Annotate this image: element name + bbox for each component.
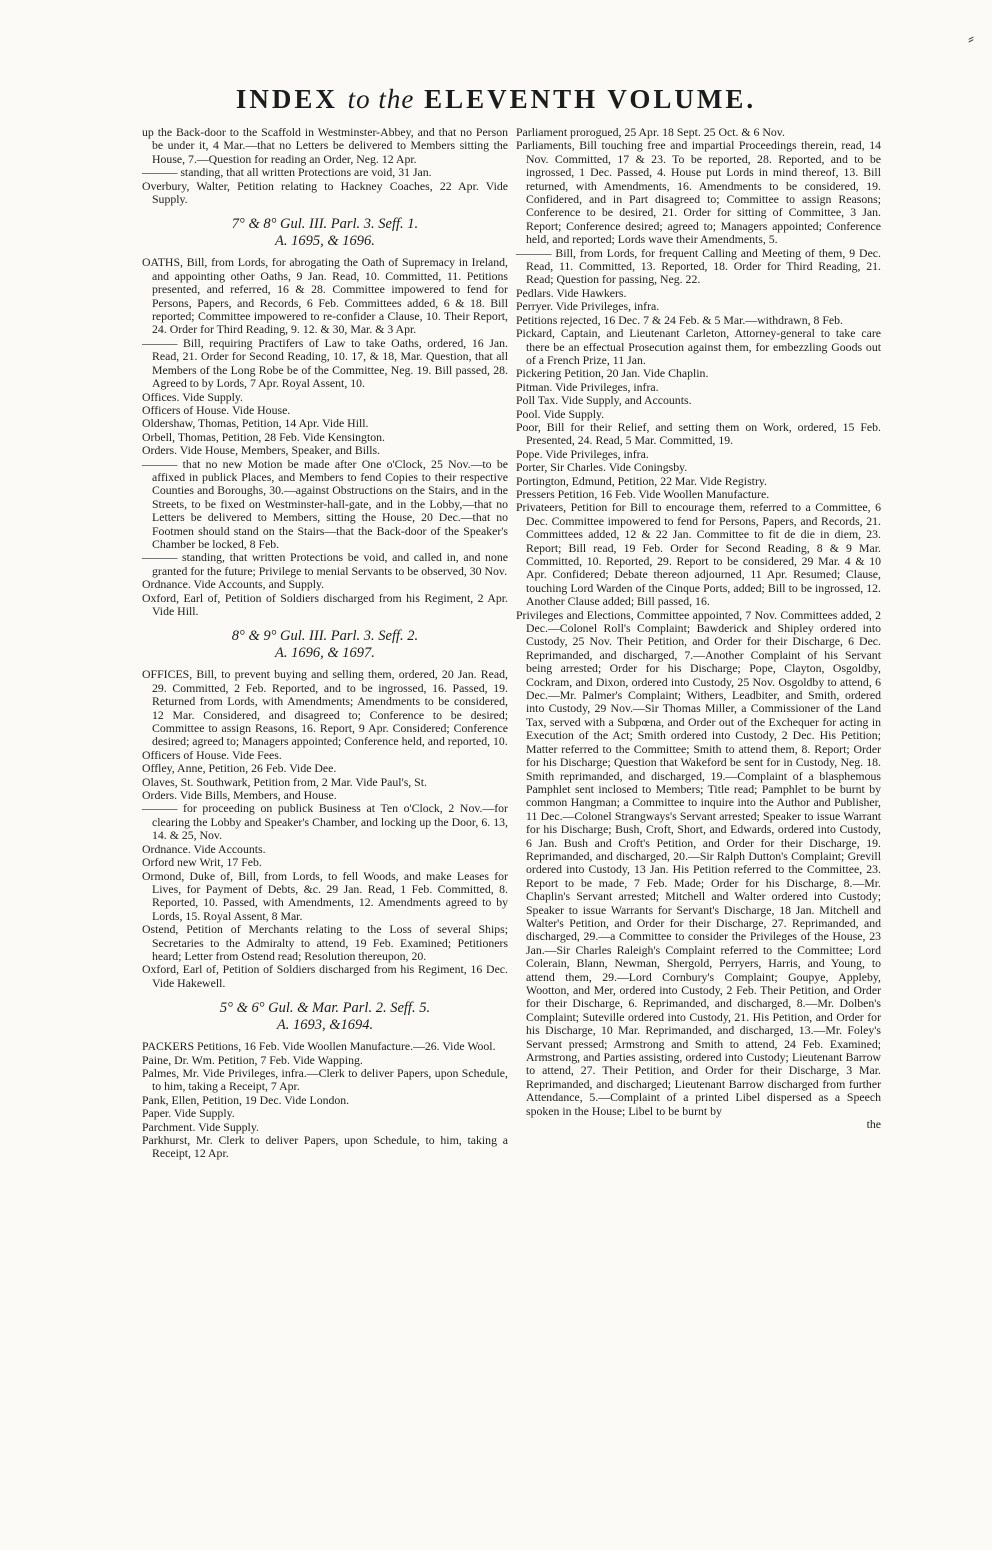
index-entry: Overbury, Walter, Petition relating to Hackney Coaches, 22 Apr. Vide Supply. (142, 178, 508, 207)
index-entry: Pickard, Captain, and Lieutenant Carleton, Attorney-general to take care there be an effectual Prosecution against them, for embezzling Goods out of a French Prize, 11 Jan. (516, 326, 881, 367)
index-entry: ——— standing, that all written Protections are void, 31 Jan. (142, 165, 432, 180)
index-entry: Oxford, Earl of, Petition of Soldiers discharged from his Regiment, 16 Dec. Vide Hakewell. (142, 962, 508, 990)
index-entry: Privileges and Elections, Committee appointed, 7 Nov. Committees added, 2 Dec.—Colonel Roll's Complaint; Bawderick and Shipley ordered into Custody, 25 Nov. Their Petition, and Order for their Discharge, 6 Dec. Reprimanded, and discharged, 7.—Another Complaint of his Servant being arrested; Order for his Discharge; Pope, Clayton, Osgoldby, Cockram, and Dixon, ordered into Custody, 25 Nov. Osgoldby to attend, 6 Dec.—Mr. Palmer's Complaint; Withers, Leadbiter, and Smith, ordered into Custody, 29 Nov.—Sir Thomas Miller, a Commissioner of the Land Tax, served with a Subpœna, and Order out of the Exchequer for acting in Execution of the Act; Smith ordered into Custody, 2 Dec. His Petition; Matter referred to the Committee; Smith to attend them, 8. Report; Order for his Discharge; Question that Wakeford be sent for in Custody, Neg. 18. Smith reprimanded, and discharged, 19.—Complaint of a blasphemous Pamphlet sent inclosed to Members; Title read; Pamphlet to be burnt by common Hangman; a Committee to inquire into the Author and Publisher, 11 Dec.—Colonel Strangways's Servant arrested; Speaker to issue Warrant for his Discharge; Bush, Croft, Short, and Edwards, ordered into Custody, 6 Jan. Bush and Croft's Petition, and Order for their Discharge, 19. Reprimanded, and discharged, 20.—Sir Ralph Dutton's Complaint; Grevill ordered into Custody, 13 Jan. His Petition referred to the Committee, 23. Report to be made, 7 Feb. Made; Order for his Discharge, 8.—Mr. Chaplin's Servant arrested; Mitchell and Walter ordered into Custody; Speaker to issue Warrants for Servant's Discharge, 18 Jan. Mitchell and Walter's Petition, and Order for their Discharge, 27. Reprimanded, and discharged, 29.—a Committee to consider the Privileges of the House, 23 Jan.—Sir Charles Raleigh's Complaint referred to the Committee; Lord Colerain, Blann, Newman, Shergold, Perryers, Harris, and Young, to attend them, 29.—Lord Cornbury's Complaint; Goupye, Appleby, Wootton, and Mer, ordered into Custody, 2 Feb. Their Petition, and Order for their Discharge, 6. Reprimanded, and discharged, 8.—Mr. Dolben's Complaint; Suteville ordered into Custody, 21. His Petition, and Order for his Discharge, 10 Mar. Reprimanded, and discharged, 13.—Mr. Foley's Servant pressed; Armstrong and Smith to attend, 24 Feb. Examined; Armstrong, and Parties assisting, ordered into Custody; Lieutenant Barrow to attend, 27. Their Petition, and Order for their Discharge, 3 Mar. Reprimanded, and discharged; Lieutenant Barrow discharged from further Attendance, 5.—Complaint of a printed Libel dispersed as a Speech spoken in the House; Libel to be burnt by (516, 607, 881, 1118)
index-entry: up the Back-door to the Scaffold in Westminster-Abbey, and that no Person be under it, 4 Mar.—that no Letters be delivered to Members sitting the House, 7.—Question for reading an Order, Neg. 12 Apr. (142, 125, 508, 166)
index-entry: OFFICES, Bill, to prevent buying and selling them, ordered, 20 Jan. Read, 29. Committed, 2 Feb. Reported, and to be ingrossed, 16. Passed, 19. Returned from Lords, with Amendments; Amendments to be considered, 12 Mar. Considered, and disagreed to; Conference to be desired; Committee to assign Reasons, 16. Report, 9 Apr. Considered; Conference desired; agreed to; Managers appointed; Conference held, and reported, 10. (142, 667, 508, 749)
session-heading-line2: A. 1695, & 1696. (275, 233, 375, 250)
session-heading (142, 1000, 508, 1034)
index-entry: Perryer. Vide Privileges, infra. (516, 299, 660, 314)
index-entry: ——— for proceeding on publick Business at Ten o'Clock, 2 Nov.—for clearing the Lobby and Speaker's Chamber, and locking up the Door, 6. 13, 14. & 25, Nov. (142, 801, 508, 843)
index-entry: Orford new Writ, 17 Feb. (142, 855, 262, 870)
index-entry: Privateers, Petition for Bill to encourage them, referred to a Committee, 6 Dec. Committee impowered to fend for Persons, Papers, and Records, 21. Committees added, 12 & 22 Jan. Committee to fit de die in diem, 23. Report; Bill read, 19 Feb. Order for Second Reading, 8 & 9 Mar. Committed, 10. Reported, 29. Report to be considered, 29 Mar. 4 & 10 Apr. Confidered; Debate thereon adjourned, 11 Apr. Resumed; Clause, touching Lord Warden of the Cinque Ports, added; Bill to be ingrossed, 12. Another Clause added; Bill passed, 16. (516, 500, 881, 609)
title-mid: to the (347, 84, 415, 114)
index-entry: Orbell, Thomas, Petition, 28 Feb. Vide Kensington. (142, 429, 385, 444)
session-heading-line1: 8° & 9° Gul. III. Parl. 3. Seff. 2. (231, 628, 419, 645)
index-entry: Offley, Anne, Petition, 26 Feb. Vide Dee. (142, 761, 337, 776)
index-entry: Pank, Ellen, Petition, 19 Dec. Vide London. (142, 1092, 350, 1107)
index-entry: Ostend, Petition of Merchants relating to the Loss of several Ships; Secretaries to the Admiralty to attend, 19 Feb. Examined; Petitioners heard; Letter from Ostend read; Resolution thereupon, 20. (142, 922, 508, 963)
index-entry: Orders. Vide House, Members, Speaker, and Bills. (142, 443, 381, 458)
page-title (0, 84, 992, 115)
title-prefix: INDEX (235, 84, 338, 114)
session-heading-line1: 7° & 8° Gul. III. Parl. 3. Seff. 1. (231, 216, 419, 233)
index-entry: Pope. Vide Privileges, infra. (516, 446, 649, 461)
right-column (516, 126, 881, 1131)
index-entry: Olaves, St. Southwark, Petition from, 2 Mar. Vide Paul's, St. (142, 774, 427, 789)
index-entry: ——— that no new Motion be made after One o'Clock, 25 Nov.—to be affixed in publick Places, and Members to fend Copies to their respective Counties and Boroughs, 30.—against Obstructions on the Stairs, and in the Streets, to be fixed on Westminster-hall-gate, and in the Lobby,—that no Letters be delivered to Members, sitting the House, 20 Dec.—that no Footmen should stand on the Stairs—that the Back-door of the Speaker's Chamber be locked, 8 Feb. (142, 456, 508, 551)
index-entry: Officers of House. Vide House. (142, 402, 291, 417)
index-entry: Officers of House. Vide Fees. (142, 747, 282, 762)
left-column (142, 126, 508, 1161)
title-suffix: ELEVENTH VOLUME. (424, 84, 757, 114)
index-entry: Pitman. Vide Privileges, infra. (516, 379, 659, 394)
session-heading-line1: 5° & 6° Gul. & Mar. Parl. 2. Seff. 5. (219, 1000, 431, 1017)
index-entry: Parliament prorogued, 25 Apr. 18 Sept. 25 Oct. & 6 Nov. (516, 125, 785, 139)
corner-mark: ⸗ (968, 28, 974, 48)
index-entry: Palmes, Mr. Vide Privileges, infra.—Clerk to deliver Papers, upon Schedule, to him, taking a Receipt, 7 Apr. (142, 1065, 508, 1094)
session-heading (142, 628, 508, 662)
index-entry: Pedlars. Vide Hawkers. (516, 285, 627, 300)
index-entry: ——— Bill, from Lords, for frequent Calling and Meeting of them, 9 Dec. Read, 11. Committed, 13. Reported, 18. Order for Third Reading, 21. Read; Question for passing, Neg. 22. (516, 245, 881, 287)
index-entry: Portington, Edmund, Petition, 22 Mar. Vide Registry. (516, 473, 767, 488)
index-entry: the (866, 1117, 881, 1132)
index-entry: Ordnance. Vide Accounts. (142, 841, 266, 856)
index-entry: Poll Tax. Vide Supply, and Accounts. (516, 393, 692, 408)
index-entry: Paper. Vide Supply. (142, 1106, 235, 1121)
index-entry: Porter, Sir Charles. Vide Coningsby. (516, 460, 688, 475)
index-entry: Petitions rejected, 16 Dec. 7 & 24 Feb. & 5 Mar.—withdrawn, 8 Feb. (516, 312, 843, 327)
index-entry: Pressers Petition, 16 Feb. Vide Woollen Manufacture. (516, 486, 770, 501)
index-entry: PACKERS Petitions, 16 Feb. Vide Woollen Manufacture.—26. Vide Wool. (142, 1039, 496, 1054)
index-entry: Orders. Vide Bills, Members, and House. (142, 788, 337, 803)
index-entry: Poor, Bill for their Relief, and setting them on Work, ordered, 15 Feb. Presented, 24. Read, 5 Mar. Committed, 19. (516, 419, 881, 448)
index-entry: Oldershaw, Thomas, Petition, 14 Apr. Vide Hill. (142, 416, 369, 431)
session-heading-line2: A. 1693, &1694. (276, 1017, 374, 1034)
index-entry: Parliaments, Bill touching free and impartial Proceedings therein, read, 14 Nov. Committed, 17 & 23. To be reported, 28. Reported, and to be ingrossed, 1 Dec. Passed, 4. House put Lords in mind thereof, 13. Bill returned, with Amendments, 16. Amendments to be considered, 19. Confidered, and in Part disagreed to; Committee to assign Reasons; Conference to be desired, 21. Order for sitting of Committee, 3 Jan. Report; Conference desired; agreed to; Managers appointed; Conference held, and reported; Lords wave their Amendments, 5. (516, 138, 881, 247)
session-heading (142, 216, 508, 250)
index-entry: ——— Bill, requiring Practifers of Law to take Oaths, ordered, 16 Jan. Read, 21. Order for Second Reading, 10. 17, & 18, Mar. Question, that all Members of the Long Robe be of the Committee, Neg. 19. Bill passed, 28. Agreed to by Lords, 7 Apr. Royal Assent, 10. (142, 335, 508, 391)
index-entry: Ormond, Duke of, Bill, from Lords, to fell Woods, and make Leases for Lives, for Payment of Debts, &c. 29 Jan. Read, 1 Feb. Committed, 8. Reported, 10. Passed, with Amendments, 12. Amendments agreed to by Lords, 15. Royal Assent, 8 Mar. (142, 868, 508, 923)
session-heading-line2: A. 1696, & 1697. (275, 645, 375, 662)
index-entry: Parkhurst, Mr. Clerk to deliver Papers, upon Schedule, to him, taking a Receipt, 12 Apr. (142, 1133, 508, 1161)
index-entry: Pickering Petition, 20 Jan. Vide Chaplin. (516, 366, 709, 381)
index-entry: Offices. Vide Supply. (142, 389, 243, 404)
index-entry: Oxford, Earl of, Petition of Soldiers discharged from his Regiment, 2 Apr. Vide Hill. (142, 590, 508, 618)
index-entry: Parchment. Vide Supply. (142, 1119, 259, 1134)
index-entry: ——— standing, that written Protections be void, and called in, and none granted for the future; Privilege to menial Servants to be observed, 30 Nov. (142, 550, 508, 578)
index-entry: OATHS, Bill, from Lords, for abrogating the Oath of Supremacy in Ireland, and appointing other Oaths, 9 Jan. Read, 10. Committed, 11. Petitions presented, and referred, 16 & 28. Committee impowered to fend for Persons, Papers, and Records, 6 Feb. Committees added, 6 & 18. Bill reported; Committee impowered to re-confider a Clause, 10. Their Report, 24. Order for Third Reading, 9. 12. & 30, Mar. & 3 Apr. (142, 255, 508, 337)
index-entry: Paine, Dr. Wm. Petition, 7 Feb. Vide Wapping. (142, 1052, 363, 1067)
index-entry: Ordnance. Vide Accounts, and Supply. (142, 577, 325, 592)
index-entry: Pool. Vide Supply. (516, 406, 605, 421)
